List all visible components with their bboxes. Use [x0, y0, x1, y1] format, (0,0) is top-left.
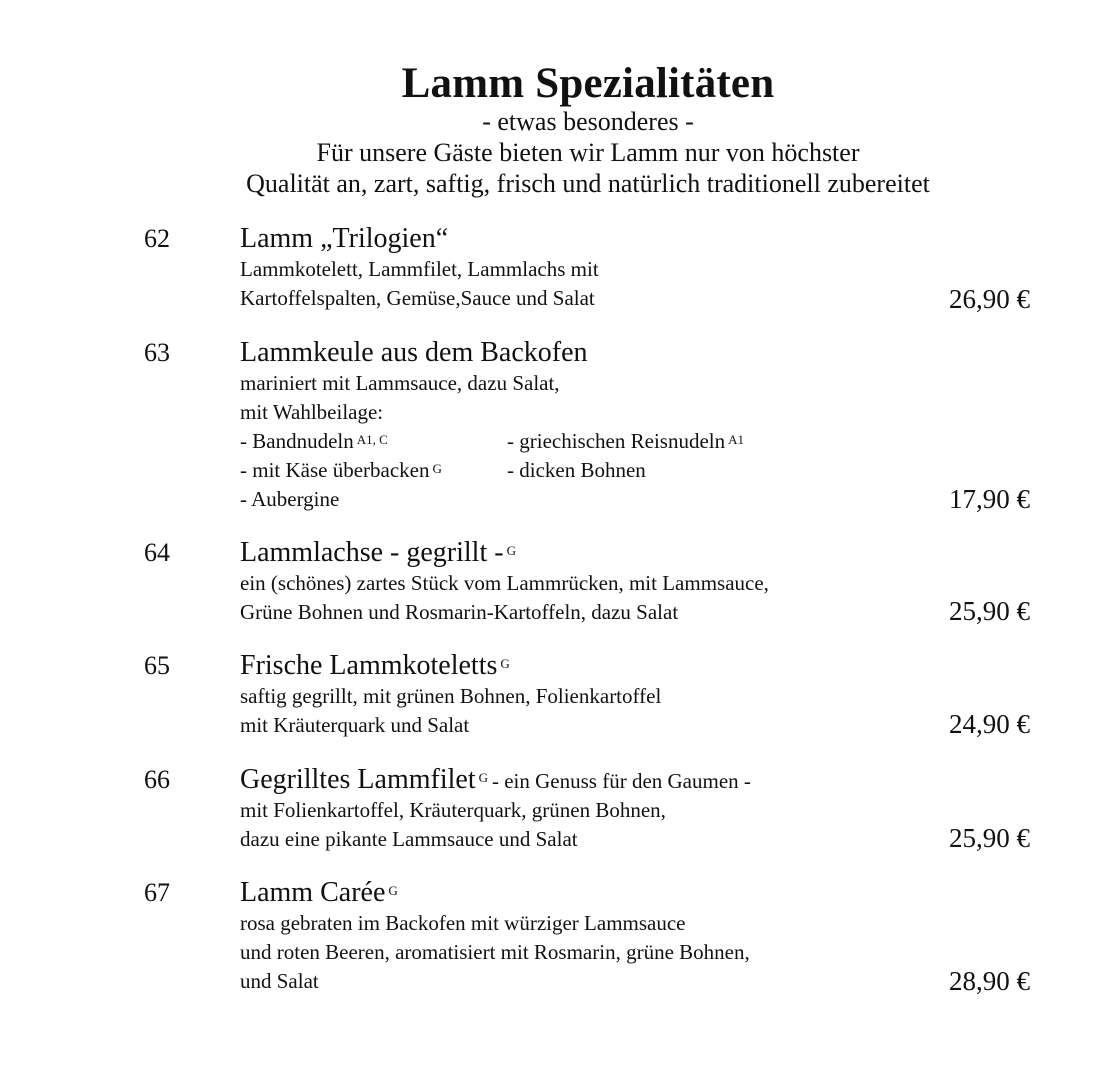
item-number: 67: [144, 878, 170, 907]
item-number: 64: [144, 538, 170, 567]
item-description: [240, 796, 666, 854]
item-number: 62: [144, 224, 170, 253]
description-line: und Salat: [240, 969, 319, 993]
description-line: Lammkotelett, Lammfilet, Lammlachs mit: [240, 257, 599, 281]
description-line: und roten Beeren, aromatisiert mit Rosmarin, grüne Bohnen,: [240, 940, 750, 964]
item-name: [240, 538, 516, 568]
allergen-code: A1: [728, 432, 744, 447]
item-name-text: Lamm Carée: [240, 877, 386, 908]
side-dish-option: [240, 456, 507, 485]
item-description: [240, 369, 744, 514]
description-line: Kartoffelspalten, Gemüse,Sauce und Salat: [240, 286, 595, 310]
intro-line-2: Qualität an, zart, saftig, frisch und natürlich traditionell zubereitet: [246, 169, 930, 198]
item-price: 17,90 €: [949, 484, 1030, 514]
item-name-text: Lammkeule aus dem Backofen: [240, 337, 588, 368]
item-name: [240, 224, 448, 254]
description-line: mariniert mit Lammsauce, dazu Salat,: [240, 371, 560, 395]
item-name-tagline: - ein Genuss für den Gaumen -: [491, 769, 751, 793]
allergen-code: G: [388, 883, 398, 898]
description-line: mit Kräuterquark und Salat: [240, 713, 470, 737]
allergen-code: G: [432, 461, 442, 476]
option-label: - Aubergine: [240, 487, 340, 511]
item-name-text: Lammlachse - gegrillt -: [240, 537, 504, 568]
option-label: - Bandnudeln: [240, 429, 354, 453]
allergen-code: G: [500, 656, 510, 671]
description-line: rosa gebraten im Backofen mit würziger Lammsauce: [240, 911, 686, 935]
option-label: - griechischen Reisnudeln: [507, 429, 726, 453]
description-line: mit Wahlbeilage:: [240, 400, 384, 424]
item-description: [240, 682, 661, 740]
item-number: 66: [144, 765, 170, 794]
side-dish-options: [240, 427, 744, 514]
allergen-code: A1, C: [356, 432, 388, 447]
item-number: 63: [144, 338, 170, 367]
item-price: 25,90 €: [949, 823, 1030, 853]
item-name-text: Lamm „Trilogien“: [240, 223, 449, 254]
item-name: [240, 765, 751, 796]
item-description: [240, 569, 769, 627]
item-price: 28,90 €: [949, 966, 1030, 996]
description-line: saftig gegrillt, mit grünen Bohnen, Folienkartoffel: [240, 684, 662, 708]
item-description: [240, 909, 750, 996]
option-label: - mit Käse überbacken: [240, 458, 430, 482]
item-number: 65: [144, 651, 170, 680]
side-dish-option: [507, 456, 744, 485]
item-price: 25,90 €: [949, 596, 1030, 626]
allergen-code: G: [478, 770, 488, 785]
item-name-text: Frische Lammkoteletts: [240, 650, 498, 681]
allergen-code: G: [506, 543, 516, 558]
item-price: 24,90 €: [949, 709, 1030, 739]
description-line: ein (schönes) zartes Stück vom Lammrücken, mit Lammsauce,: [240, 571, 769, 595]
item-description: [240, 255, 599, 313]
item-name: [240, 878, 398, 908]
item-price: 26,90 €: [949, 284, 1030, 314]
side-dish-option: [240, 485, 507, 514]
option-label: - dicken Bohnen: [507, 458, 646, 482]
intro-line-1: Für unsere Gäste bieten wir Lamm nur von höchster: [316, 138, 860, 167]
page-title: Lamm Spezialitäten: [401, 60, 775, 107]
page-subtitle: - etwas besonderes -: [482, 107, 694, 136]
item-name: [240, 338, 588, 368]
item-name: [240, 651, 510, 681]
description-line: Grüne Bohnen und Rosmarin-Kartoffeln, dazu Salat: [240, 600, 679, 624]
description-line: mit Folienkartoffel, Kräuterquark, grünen Bohnen,: [240, 798, 666, 822]
side-dish-option: [507, 427, 744, 456]
description-line: dazu eine pikante Lammsauce und Salat: [240, 827, 578, 851]
item-name-text: Gegrilltes Lammfilet: [240, 764, 476, 795]
side-dish-option: [240, 427, 507, 456]
menu-header: [0, 58, 1116, 199]
